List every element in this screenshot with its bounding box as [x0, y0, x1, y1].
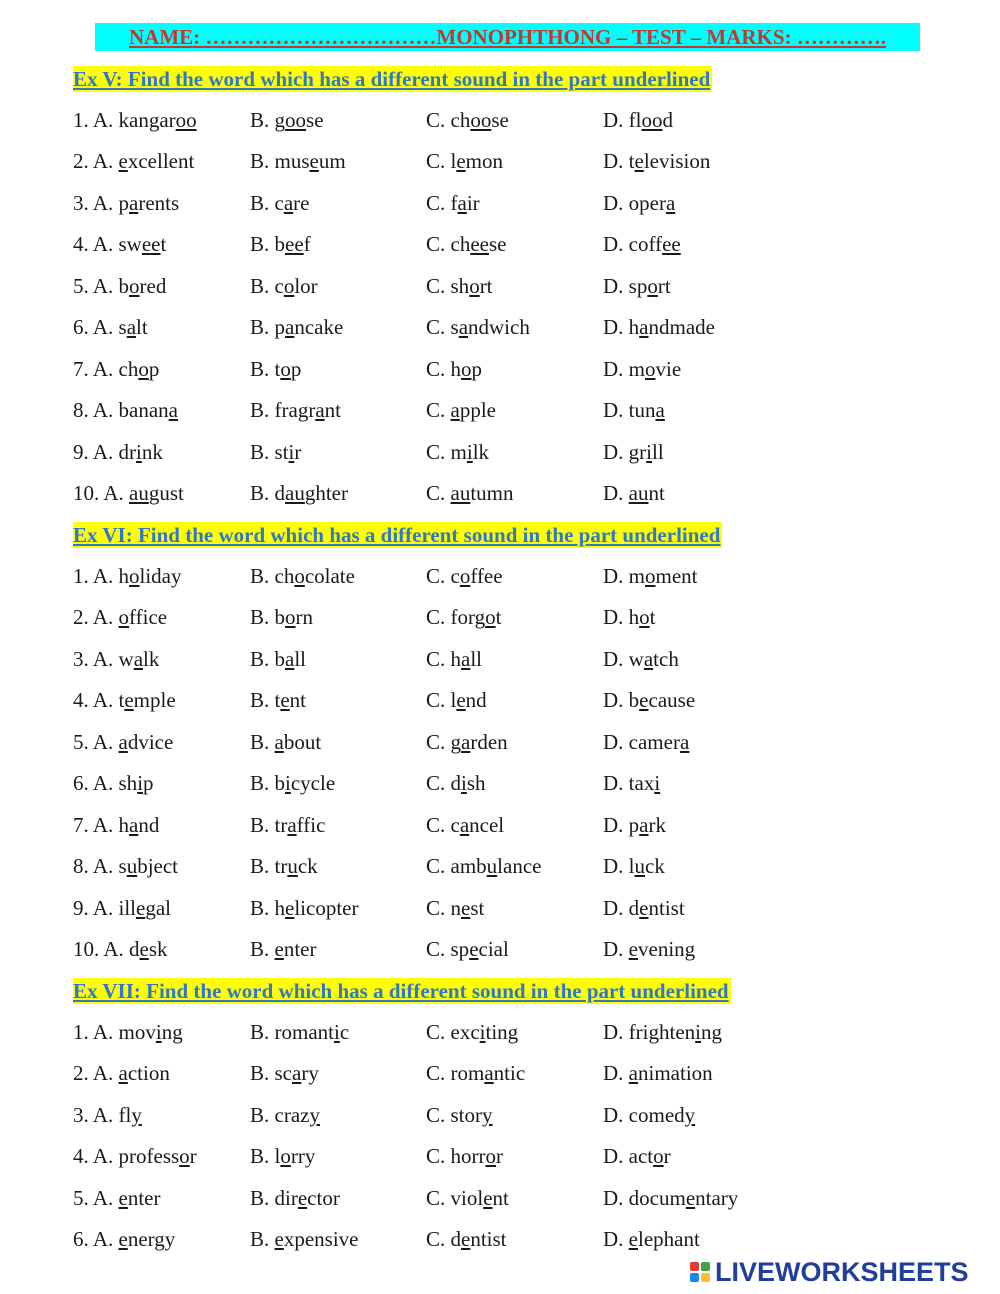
underlined-sound: a: [461, 729, 471, 754]
underlined-sound: e: [285, 895, 295, 920]
option-c: C. lemon: [426, 149, 504, 174]
underlined-sound: i: [288, 439, 295, 464]
option-b: B. born: [250, 605, 314, 630]
underlined-sound: a: [655, 398, 665, 423]
question-row: [0, 437, 1000, 467]
underlined-sound: e: [274, 1227, 284, 1252]
underlined-sound: y: [684, 1102, 696, 1127]
underlined-sound: y: [482, 1102, 493, 1127]
option-d: D. documentary: [603, 1185, 739, 1210]
question-row: [0, 1058, 1000, 1088]
underlined-sound: o: [129, 273, 140, 298]
underlined-sound: e: [483, 1185, 493, 1210]
question-row: [0, 644, 1000, 674]
option-d: D. flood: [603, 108, 673, 132]
option-b: B. beef: [250, 232, 311, 257]
option-a: 8. A. subject: [73, 854, 178, 879]
option-d: D. coffee: [603, 232, 681, 257]
option-b: B. romantic: [250, 1020, 350, 1044]
liveworksheets-logo: [690, 1255, 969, 1289]
underlined-sound: a: [118, 1061, 128, 1086]
underlined-sound: e: [634, 149, 644, 174]
option-d: D. grill: [603, 439, 664, 464]
option-d: D. tuna: [603, 398, 665, 423]
question-row: [0, 105, 1000, 135]
option-a: 7. A. chop: [73, 356, 160, 381]
underlined-sound: u: [634, 854, 645, 879]
underlined-sound: ee: [662, 232, 681, 257]
question-row: [0, 934, 1000, 964]
question-row: [0, 188, 1000, 218]
option-b: B. scary: [250, 1061, 319, 1086]
option-b: B. enter: [250, 937, 317, 962]
option-b: B. stir: [250, 439, 302, 464]
underlined-sound: o: [653, 1144, 664, 1169]
option-b: B. daughter: [250, 481, 348, 506]
option-c: C. short: [426, 273, 493, 298]
option-c: C. sandwich: [426, 315, 530, 340]
underlined-sound: a: [459, 812, 470, 837]
question-row: [0, 271, 1000, 301]
option-b: B. top: [250, 356, 302, 381]
underlined-sound: i: [334, 1020, 340, 1044]
underlined-sound: e: [124, 688, 134, 713]
option-d: D. watch: [603, 646, 679, 671]
underlined-sound: o: [469, 273, 480, 298]
underlined-sound: e: [280, 688, 290, 713]
underlined-sound: a: [450, 398, 460, 423]
underlined-sound: y: [309, 1102, 320, 1127]
question-row: [0, 768, 1000, 798]
underlined-sound: o: [294, 564, 305, 588]
option-c: C. apple: [426, 398, 496, 423]
question-row: [0, 1224, 1000, 1254]
underlined-sound: a: [292, 1061, 302, 1086]
option-a: 2. A. office: [73, 605, 168, 630]
option-d: D. moment: [603, 564, 698, 588]
option-b: B. expensive: [250, 1227, 359, 1252]
underlined-sound: o: [138, 356, 149, 381]
option-b: B. traffic: [250, 812, 326, 837]
logo-square-green: [701, 1262, 710, 1271]
underlined-sound: au: [450, 481, 471, 506]
option-d: D. handmade: [603, 315, 715, 340]
option-a: 5. A. enter: [73, 1185, 161, 1210]
option-a: 6. A. energy: [73, 1227, 176, 1252]
underlined-sound: u: [486, 854, 498, 879]
underlined-sound: o: [461, 356, 472, 381]
option-b: B. color: [250, 273, 318, 298]
question-row: [0, 478, 1000, 508]
option-b: B. truck: [250, 854, 318, 879]
underlined-sound: a: [643, 646, 654, 671]
underlined-sound: o: [485, 605, 496, 630]
underlined-sound: au: [285, 481, 305, 506]
option-c: C. lend: [426, 688, 487, 713]
option-d: D. hot: [603, 605, 656, 630]
underlined-sound: e: [136, 895, 146, 920]
underlined-sound: oo: [470, 108, 492, 132]
underlined-sound: a: [133, 646, 144, 671]
exercise-title: Ex VII: Find the word which has a different sound in the part underlined: [73, 979, 729, 1003]
question-row: [0, 146, 1000, 176]
underlined-sound: a: [118, 729, 128, 754]
underlined-sound: e: [274, 937, 284, 962]
logo-text: LIVEWORKSHEETS: [715, 1256, 969, 1287]
underlined-sound: o: [179, 1144, 190, 1169]
option-c: C. romantic: [426, 1061, 526, 1086]
underlined-sound: i: [461, 771, 467, 796]
underlined-sound: a: [287, 812, 297, 837]
underlined-sound: o: [485, 1144, 496, 1169]
option-d: D. sport: [603, 273, 671, 298]
option-b: B. ball: [250, 646, 307, 671]
underlined-sound: o: [639, 605, 650, 630]
underlined-sound: a: [274, 729, 284, 754]
option-a: 1. A. kangaroo: [73, 108, 197, 132]
option-b: B. about: [250, 729, 322, 754]
underlined-sound: o: [647, 273, 658, 298]
option-a: 10. A. desk: [73, 937, 168, 962]
underlined-sound: i: [155, 1020, 162, 1044]
option-b: B. lorry: [250, 1144, 316, 1169]
option-a: 5. A. advice: [73, 729, 174, 754]
underlined-sound: a: [129, 812, 139, 837]
underlined-sound: e: [309, 149, 319, 174]
underlined-sound: a: [639, 315, 649, 340]
option-b: B. care: [250, 190, 310, 215]
option-b: B. museum: [250, 149, 346, 174]
option-d: D. dentist: [603, 895, 685, 920]
test-header: NAME: ……………………………MONOPHTHONG – TEST – MARKS: ………….: [95, 23, 920, 51]
underlined-sound: i: [654, 771, 661, 796]
option-a: 2. A. action: [73, 1061, 170, 1086]
underlined-sound: au: [129, 481, 149, 506]
option-c: C. special: [426, 937, 509, 962]
underlined-sound: au: [628, 481, 649, 506]
underlined-sound: y: [131, 1102, 142, 1127]
option-a: 5. A. bored: [73, 273, 167, 298]
question-row: [0, 685, 1000, 715]
option-d: D. animation: [603, 1061, 713, 1086]
underlined-sound: i: [466, 439, 473, 464]
underlined-sound: e: [685, 1185, 696, 1210]
option-b: B. helicopter: [250, 895, 359, 920]
underlined-sound: o: [280, 1144, 291, 1169]
underlined-sound: i: [137, 771, 144, 796]
underlined-sound: ee: [141, 232, 161, 257]
underlined-sound: o: [645, 356, 656, 381]
option-c: C. cancel: [426, 812, 505, 837]
option-c: C. violent: [426, 1185, 509, 1210]
underlined-sound: e: [118, 1185, 128, 1210]
option-d: D. elephant: [603, 1227, 700, 1252]
underlined-sound: oo: [641, 108, 663, 132]
option-d: D. television: [603, 149, 711, 174]
option-a: 9. A. illegal: [73, 895, 171, 920]
option-b: B. goose: [250, 108, 324, 132]
option-b: B. director: [250, 1185, 340, 1210]
underlined-sound: o: [283, 273, 295, 298]
question-row: [0, 851, 1000, 881]
option-d: D. luck: [603, 854, 665, 879]
option-c: C. autumn: [426, 481, 514, 506]
underlined-sound: o: [645, 564, 656, 588]
option-c: C. dish: [426, 771, 486, 796]
option-c: C. milk: [426, 439, 490, 464]
option-a: 4. A. temple: [73, 688, 176, 713]
question-row: [0, 1100, 1000, 1130]
underlined-sound: a: [679, 729, 690, 754]
underlined-sound: a: [315, 398, 325, 423]
underlined-sound: e: [461, 895, 471, 920]
option-a: 9. A. drink: [73, 439, 163, 464]
underlined-sound: o: [459, 564, 471, 588]
underlined-sound: a: [461, 646, 471, 671]
liveworksheets-logo-icon: [690, 1262, 710, 1282]
question-row: [0, 727, 1000, 757]
option-a: 4. A. sweet: [73, 232, 167, 257]
option-c: C. fair: [426, 190, 480, 215]
underlined-sound: e: [118, 149, 128, 174]
question-row: [0, 810, 1000, 840]
option-a: 3. A. parents: [73, 190, 180, 215]
option-c: C. horror: [426, 1144, 503, 1169]
option-d: D. park: [603, 812, 666, 837]
underlined-sound: a: [129, 190, 139, 215]
option-b: B. tent: [250, 688, 307, 713]
question-row: [0, 602, 1000, 632]
option-c: C. hall: [426, 646, 483, 671]
underlined-sound: ee: [285, 232, 304, 257]
option-a: 10. A. august: [73, 481, 184, 506]
underlined-sound: a: [283, 190, 294, 215]
question-row: [0, 561, 1000, 591]
underlined-sound: e: [461, 1227, 471, 1252]
option-c: C. cheese: [426, 232, 507, 257]
question-row: [0, 1141, 1000, 1171]
underlined-sound: i: [285, 771, 291, 796]
underlined-sound: e: [456, 688, 466, 713]
underlined-sound: a: [168, 398, 178, 423]
option-d: D. aunt: [603, 481, 665, 506]
question-row: [0, 312, 1000, 342]
question-row: [0, 229, 1000, 259]
option-a: 6. A. salt: [73, 315, 148, 340]
underlined-sound: e: [456, 149, 466, 174]
underlined-sound: e: [628, 1227, 638, 1252]
option-a: 3. A. walk: [73, 646, 160, 671]
option-a: 6. A. ship: [73, 771, 154, 796]
question-row: [0, 354, 1000, 384]
option-c: C. exciting: [426, 1020, 519, 1044]
option-a: 7. A. hand: [73, 812, 160, 837]
underlined-sound: a: [484, 1061, 494, 1086]
option-b: B. bicycle: [250, 771, 336, 796]
underlined-sound: i: [646, 439, 653, 464]
option-c: C. nest: [426, 895, 485, 920]
underlined-sound: e: [639, 895, 649, 920]
option-a: 8. A. banana: [73, 398, 178, 423]
option-b: B. fragrant: [250, 398, 341, 423]
underlined-sound: o: [280, 356, 291, 381]
logo-square-red: [690, 1262, 699, 1271]
underlined-sound: a: [639, 812, 649, 837]
option-c: C. garden: [426, 729, 508, 754]
option-d: D. evening: [603, 937, 696, 962]
exercise-title: Ex VI: Find the word which has a different sound in the part underlined: [73, 523, 721, 547]
option-a: 4. A. professor: [73, 1144, 197, 1169]
underlined-sound: ee: [470, 232, 489, 257]
underlined-sound: oo: [175, 108, 197, 132]
underlined-sound: i: [136, 439, 142, 464]
option-d: D. movie: [603, 356, 682, 381]
question-row: [0, 1183, 1000, 1213]
question-row: [0, 395, 1000, 425]
underlined-sound: i: [695, 1020, 701, 1044]
option-c: C. forgot: [426, 605, 502, 630]
option-d: D. opera: [603, 190, 676, 215]
underlined-sound: e: [628, 937, 638, 962]
option-c: C. choose: [426, 108, 509, 132]
option-d: D. comedy: [603, 1102, 696, 1127]
option-b: B. pancake: [250, 315, 344, 340]
option-c: C. coffee: [426, 564, 503, 588]
option-c: C. dentist: [426, 1227, 507, 1252]
underlined-sound: o: [129, 564, 140, 588]
underlined-sound: o: [285, 605, 296, 630]
logo-square-yellow: [701, 1273, 710, 1282]
underlined-sound: i: [479, 1020, 486, 1044]
underlined-sound: o: [118, 605, 130, 630]
exercise-title: Ex V: Find the word which has a different sound in the part underlined: [73, 67, 711, 91]
option-a: 2. A. excellent: [73, 149, 195, 174]
underlined-sound: a: [285, 315, 295, 340]
underlined-sound: a: [285, 646, 295, 671]
option-d: D. frightening: [603, 1020, 722, 1044]
option-c: C. story: [426, 1102, 493, 1127]
option-b: B. crazy: [250, 1102, 320, 1127]
underlined-sound: a: [628, 1061, 638, 1086]
underlined-sound: e: [469, 937, 479, 962]
question-row: [0, 893, 1000, 923]
logo-square-blue: [690, 1273, 699, 1282]
option-d: D. because: [603, 688, 696, 713]
option-a: 3. A. fly: [73, 1102, 142, 1127]
underlined-sound: u: [287, 854, 298, 879]
option-c: C. hop: [426, 356, 483, 381]
underlined-sound: e: [639, 688, 649, 713]
underlined-sound: a: [665, 190, 676, 215]
option-d: D. taxi: [603, 771, 661, 796]
underlined-sound: a: [457, 190, 467, 215]
question-row: [0, 1017, 1000, 1047]
option-d: D. camera: [603, 729, 690, 754]
option-a: 1. A. moving: [73, 1020, 183, 1044]
underlined-sound: e: [139, 937, 149, 962]
underlined-sound: a: [126, 315, 137, 340]
option-d: D. actor: [603, 1144, 671, 1169]
underlined-sound: oo: [285, 108, 307, 132]
option-c: C. ambulance: [426, 854, 542, 879]
option-b: B. chocolate: [250, 564, 355, 588]
underlined-sound: e: [297, 1185, 308, 1210]
option-a: 1. A. holiday: [73, 564, 182, 588]
underlined-sound: u: [126, 854, 138, 879]
underlined-sound: e: [118, 1227, 128, 1252]
underlined-sound: a: [458, 315, 469, 340]
